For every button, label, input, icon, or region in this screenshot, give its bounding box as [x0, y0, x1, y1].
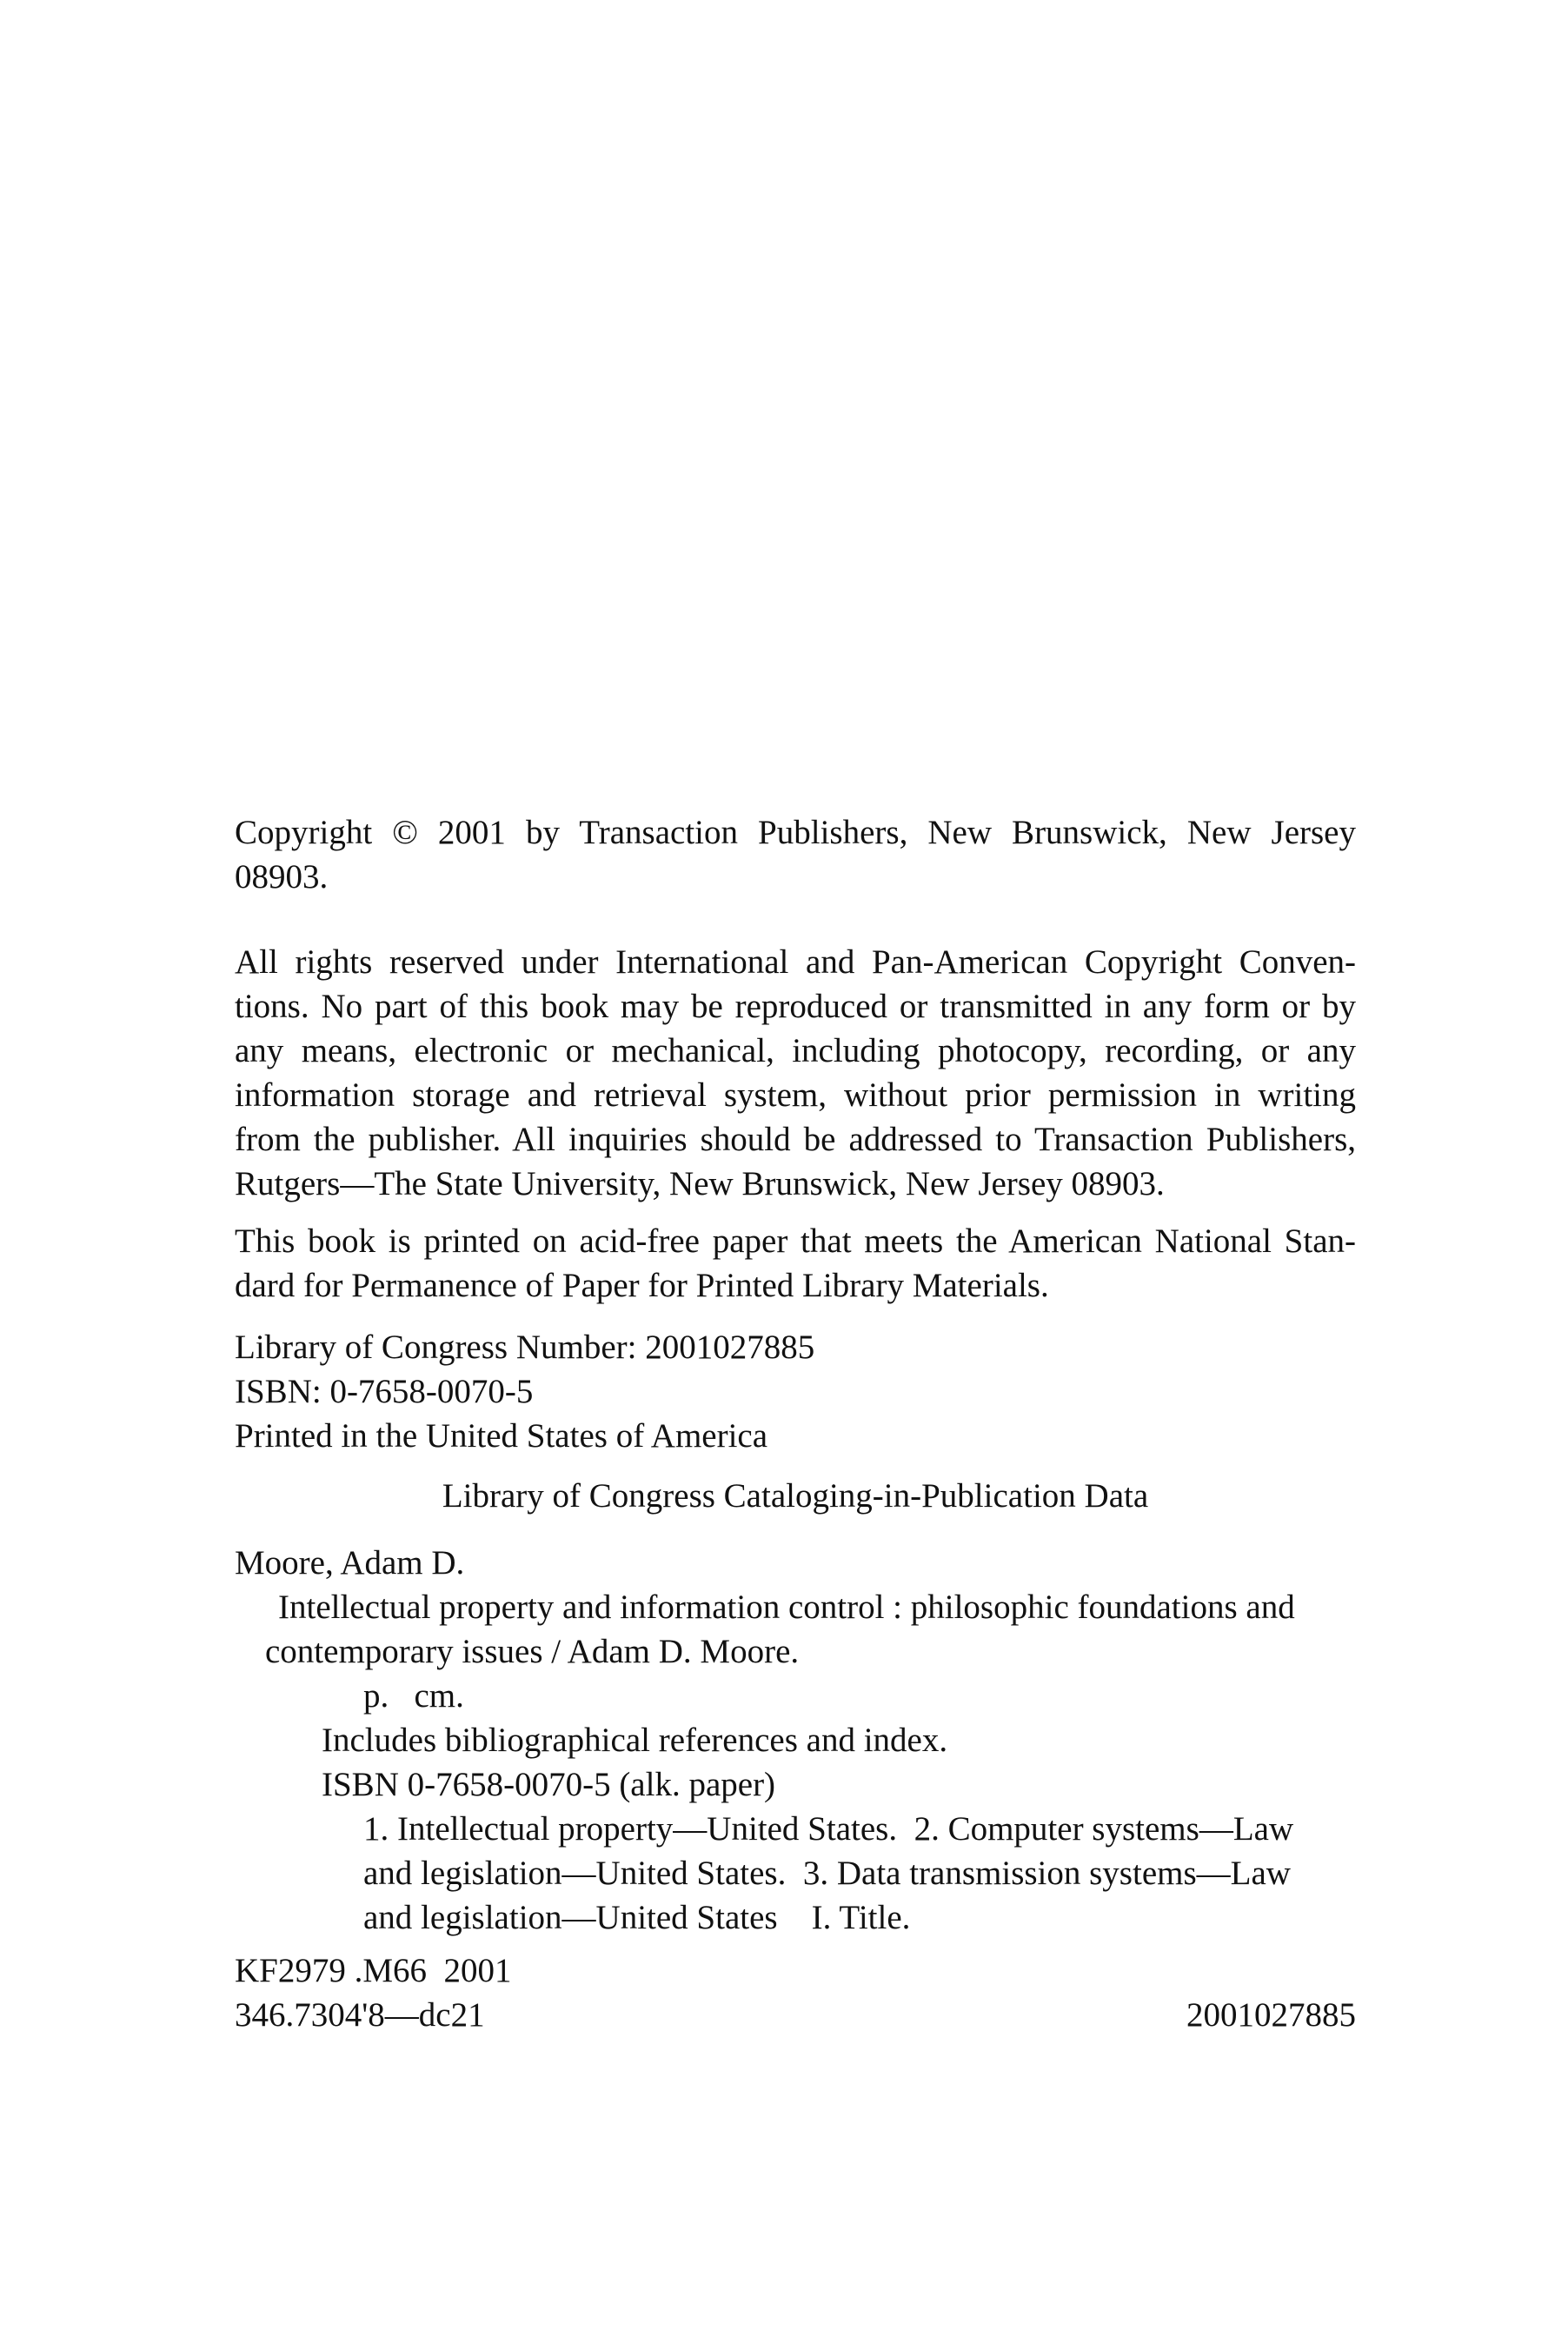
- paper-line: dard for Permanence of Paper for Printed Library Materials.: [235, 1267, 1049, 1304]
- cip-title-line-2: contemporary issues / Adam D. Moore.: [265, 1633, 800, 1670]
- cip-subject-line: and legislation—United States. 3. Data transmission systems—Law: [363, 1855, 1291, 1892]
- copyright-line-2: 08903.: [235, 858, 329, 896]
- isbn-line: ISBN: 0-7658-0070-5: [235, 1373, 534, 1410]
- cip-bibliography: Includes bibliographical references and index.: [322, 1722, 948, 1759]
- cip-pagination: p. cm.: [363, 1677, 464, 1715]
- cip-subject-line: and legislation—United States I. Title.: [363, 1899, 911, 1936]
- printed-line: Printed in the United States of America: [235, 1417, 768, 1455]
- paper-paragraph: [235, 1219, 1356, 1308]
- copyright-notice: [235, 810, 1356, 899]
- rights-line: Rutgers—The State University, New Brunswick, New Jersey 08903.: [235, 1165, 1165, 1202]
- rights-line: from the publisher. All inquiries should be addressed to Transaction Publishers,: [235, 1121, 1356, 1158]
- classification-row: [235, 1993, 1356, 2037]
- cip-isbn: ISBN 0-7658-0070-5 (alk. paper): [322, 1766, 776, 1803]
- record-number: 2001027885: [1186, 1996, 1356, 2034]
- cip-title-line-1: Intellectual property and information control : philosophic foundations and: [278, 1588, 1295, 1626]
- rights-line: any means, electronic or mechanical, including photocopy, recording, or any: [235, 1032, 1356, 1069]
- copyright-line-1: Copyright © 2001 by Transaction Publishers, New Brunswick, New Jersey: [235, 814, 1356, 851]
- lccn-line: Library of Congress Number: 2001027885: [235, 1329, 815, 1366]
- paper-line: This book is printed on acid-free paper that meets the American National Stan-: [235, 1222, 1356, 1260]
- cip-subject-line: 1. Intellectual property—United States. 2. Computer systems—Law: [363, 1810, 1294, 1848]
- cip-record: [235, 1541, 1356, 1940]
- rights-line: tions. No part of this book may be reproduced or transmitted in any form or by: [235, 988, 1356, 1025]
- catalog-info: [235, 1325, 1356, 1458]
- rights-line: All rights reserved under International and Pan-American Copyright Conven-: [235, 943, 1356, 981]
- dewey-number: 346.7304'8—dc21: [235, 1996, 485, 2034]
- lc-class-number: KF2979 .M66 2001: [235, 1952, 512, 1989]
- cip-heading: [235, 1474, 1356, 1518]
- classification: [235, 1948, 1356, 2037]
- cip-heading-text: Library of Congress Cataloging-in-Publication Data: [442, 1477, 1149, 1515]
- cip-author: Moore, Adam D.: [235, 1544, 465, 1582]
- rights-paragraph: [235, 940, 1356, 1206]
- rights-line: information storage and retrieval system, without prior permission in writing: [235, 1076, 1356, 1114]
